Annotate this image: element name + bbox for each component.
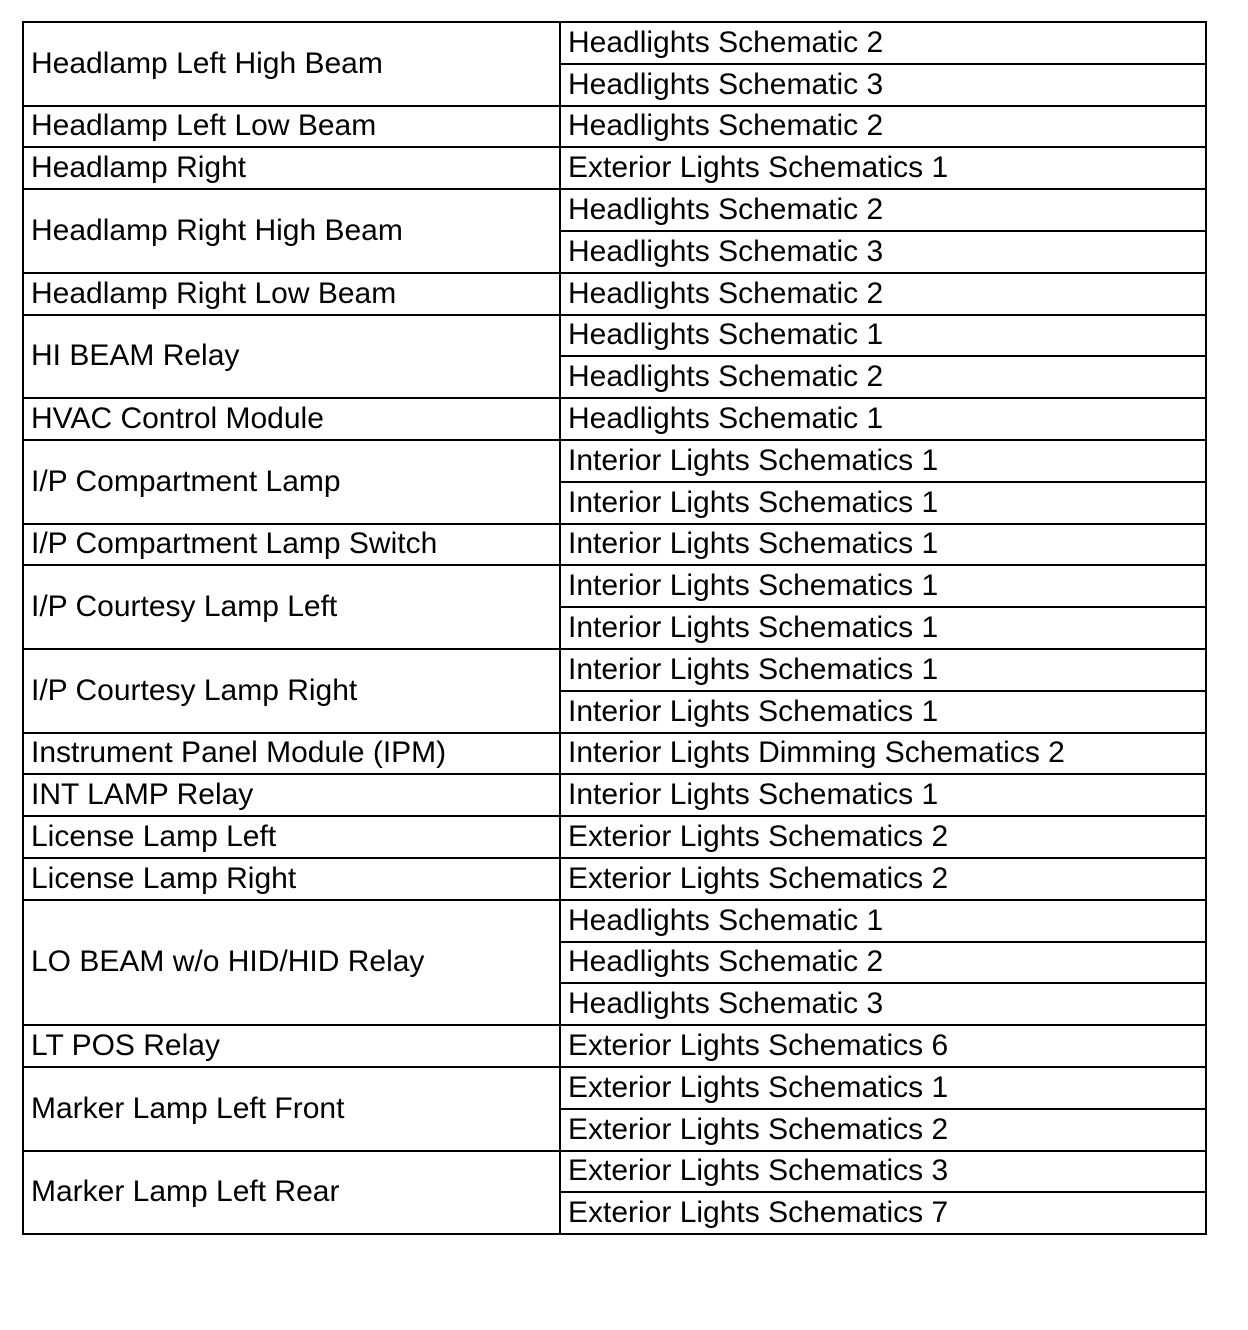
table-row bbox=[23, 315, 1206, 357]
schematic-cell: Interior Lights Schematics 1 bbox=[560, 524, 1206, 566]
component-cell: I/P Compartment Lamp Switch bbox=[23, 524, 560, 566]
table-row bbox=[23, 900, 1206, 942]
schematic-cell: Exterior Lights Schematics 3 bbox=[560, 1151, 1206, 1193]
component-cell: HI BEAM Relay bbox=[23, 315, 560, 399]
component-cell: License Lamp Left bbox=[23, 816, 560, 858]
table-row bbox=[23, 147, 1206, 189]
schematic-cell: Headlights Schematic 3 bbox=[560, 983, 1206, 1025]
table-row bbox=[23, 774, 1206, 816]
schematic-cell: Headlights Schematic 1 bbox=[560, 398, 1206, 440]
schematic-cell: Interior Lights Dimming Schematics 2 bbox=[560, 733, 1206, 775]
schematic-cell: Interior Lights Schematics 1 bbox=[560, 440, 1206, 482]
schematic-cell: Headlights Schematic 2 bbox=[560, 189, 1206, 231]
table-row bbox=[23, 816, 1206, 858]
table-body bbox=[23, 22, 1206, 1234]
component-cell: INT LAMP Relay bbox=[23, 774, 560, 816]
schematic-cell: Exterior Lights Schematics 1 bbox=[560, 147, 1206, 189]
component-cell: Instrument Panel Module (IPM) bbox=[23, 733, 560, 775]
table-row bbox=[23, 858, 1206, 900]
schematic-cell: Headlights Schematic 2 bbox=[560, 106, 1206, 148]
schematic-cell: Interior Lights Schematics 1 bbox=[560, 774, 1206, 816]
table-row bbox=[23, 398, 1206, 440]
component-cell: LO BEAM w/o HID/HID Relay bbox=[23, 900, 560, 1025]
schematic-cell: Headlights Schematic 2 bbox=[560, 356, 1206, 398]
component-cell: Headlamp Right Low Beam bbox=[23, 273, 560, 315]
component-cell: Marker Lamp Left Rear bbox=[23, 1151, 560, 1235]
table-row bbox=[23, 440, 1206, 482]
component-cell: HVAC Control Module bbox=[23, 398, 560, 440]
table-row bbox=[23, 733, 1206, 775]
schematic-cell: Exterior Lights Schematics 6 bbox=[560, 1025, 1206, 1067]
table-row bbox=[23, 1151, 1206, 1193]
component-cell: I/P Courtesy Lamp Left bbox=[23, 565, 560, 649]
schematic-cell: Interior Lights Schematics 1 bbox=[560, 607, 1206, 649]
schematic-cell: Headlights Schematic 1 bbox=[560, 900, 1206, 942]
component-cell: I/P Compartment Lamp bbox=[23, 440, 560, 524]
table-row bbox=[23, 189, 1206, 231]
component-cell: I/P Courtesy Lamp Right bbox=[23, 649, 560, 733]
table-row bbox=[23, 649, 1206, 691]
schematic-cell: Exterior Lights Schematics 7 bbox=[560, 1192, 1206, 1234]
component-cell: LT POS Relay bbox=[23, 1025, 560, 1067]
schematic-cell: Interior Lights Schematics 1 bbox=[560, 691, 1206, 733]
component-cell: Headlamp Left High Beam bbox=[23, 22, 560, 106]
schematic-cell: Exterior Lights Schematics 2 bbox=[560, 816, 1206, 858]
component-cell: Headlamp Right bbox=[23, 147, 560, 189]
table-row bbox=[23, 106, 1206, 148]
table-row bbox=[23, 1025, 1206, 1067]
schematic-cell: Interior Lights Schematics 1 bbox=[560, 649, 1206, 691]
table-row bbox=[23, 273, 1206, 315]
schematic-cell: Headlights Schematic 2 bbox=[560, 22, 1206, 64]
component-cell: Headlamp Right High Beam bbox=[23, 189, 560, 273]
schematic-cell: Headlights Schematic 3 bbox=[560, 64, 1206, 106]
component-cell: Marker Lamp Left Front bbox=[23, 1067, 560, 1151]
schematic-cell: Headlights Schematic 2 bbox=[560, 942, 1206, 984]
schematic-cell: Exterior Lights Schematics 2 bbox=[560, 858, 1206, 900]
table-row bbox=[23, 1067, 1206, 1109]
schematic-cell: Interior Lights Schematics 1 bbox=[560, 482, 1206, 524]
schematic-cell: Exterior Lights Schematics 1 bbox=[560, 1067, 1206, 1109]
table-row bbox=[23, 524, 1206, 566]
component-schematic-table bbox=[22, 21, 1207, 1235]
table-row bbox=[23, 22, 1206, 64]
schematic-cell: Interior Lights Schematics 1 bbox=[560, 565, 1206, 607]
schematic-cell: Headlights Schematic 2 bbox=[560, 273, 1206, 315]
schematic-cell: Headlights Schematic 1 bbox=[560, 315, 1206, 357]
table-row bbox=[23, 565, 1206, 607]
component-cell: Headlamp Left Low Beam bbox=[23, 106, 560, 148]
schematic-cell: Headlights Schematic 3 bbox=[560, 231, 1206, 273]
schematic-cell: Exterior Lights Schematics 2 bbox=[560, 1109, 1206, 1151]
component-cell: License Lamp Right bbox=[23, 858, 560, 900]
